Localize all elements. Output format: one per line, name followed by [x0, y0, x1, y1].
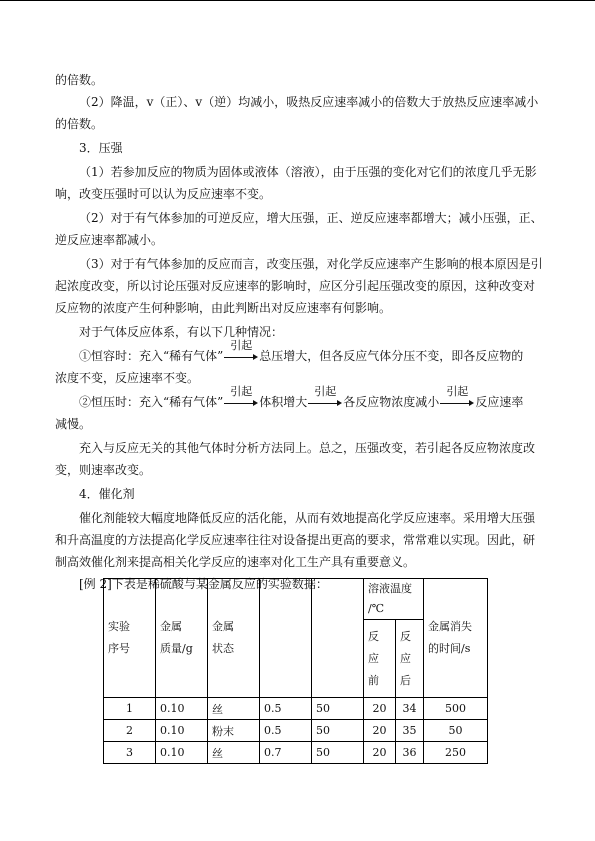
cause-arrow-icon	[224, 338, 258, 363]
cell-col4: 0.5	[260, 698, 312, 720]
cell-col5: 50	[312, 698, 364, 720]
cause-arrow-icon	[440, 384, 474, 409]
cell-col4: 0.7	[260, 742, 312, 764]
text-line: 催化剂能较大幅度地降低反应的活化能，从而有效地提高化学反应速率。采用增大压强	[79, 511, 536, 525]
header-rule	[0, 0, 595, 1]
text-line: 和升高温度的方法提高化学反应速率往往对设备提出更高的要求，常常难以实现。因此，研	[55, 533, 536, 547]
table-row	[104, 720, 488, 742]
text-line: 减慢。	[55, 417, 92, 431]
cell-after: 36	[396, 742, 424, 764]
cell-after: 34	[396, 698, 424, 720]
text-line: 的倍数。	[55, 73, 104, 87]
text-line: 反应物的浓度产生何种影响，由此判断出对反应速率有何影响。	[55, 301, 392, 315]
case2-text-c: 各反应物浓度减小	[343, 395, 440, 409]
cell-mass: 0.10	[156, 742, 208, 764]
header-before: 反 应 前	[364, 620, 396, 698]
cell-time: 50	[424, 720, 488, 742]
case1-text-b: 总压增大，但各反应气体分压不变，即各反应物的	[259, 349, 524, 363]
arrow-label: 引起	[230, 338, 253, 352]
arrow-label: 引起	[446, 384, 469, 398]
header-solution-temp: 溶液温度 /℃	[364, 579, 424, 620]
text-line: （2）对于有气体参加的可逆反应，增大压强，正、逆反应速率都增大；减小压强，正、	[79, 211, 543, 225]
text-line: （3）对于有气体参加的反应而言，改变压强，对化学反应速率产生影响的根本原因是引	[79, 257, 543, 271]
header-metal-mass: 金属 质量/g	[156, 579, 208, 698]
cell-col5: 50	[312, 742, 364, 764]
table-row	[104, 742, 488, 764]
header-disappear-time: 金属消失 的时间/s	[424, 579, 488, 698]
cell-col4: 0.5	[260, 720, 312, 742]
cell-before: 20	[364, 720, 396, 742]
text-line: 变，则速率改变。	[55, 463, 152, 477]
case2-text-a: ②恒压时：充入“稀有气体”	[79, 395, 224, 409]
text-line: （2）降温，v（正）、v（逆）均减小，吸热反应速率减小的倍数大于放热反应速率减小	[79, 95, 539, 109]
header-metal-state: 金属 状态	[208, 579, 260, 698]
cell-mass: 0.10	[156, 698, 208, 720]
cell-state: 丝	[208, 698, 260, 720]
table-row	[104, 698, 488, 720]
cell-state: 粉末	[208, 720, 260, 742]
cell-seq: 2	[104, 720, 156, 742]
arrow-label: 引起	[230, 384, 253, 398]
section-heading-pressure: 3．压强	[79, 141, 123, 155]
cell-state: 丝	[208, 742, 260, 764]
cell-time: 250	[424, 742, 488, 764]
cell-before: 20	[364, 742, 396, 764]
text-line: （1）若参加反应的物质为固体或液体（溶液），由于压强的变化对它们的浓度几乎无影	[79, 165, 537, 179]
cell-time: 500	[424, 698, 488, 720]
header-empty-2	[312, 579, 364, 698]
text-line: 逆反应速率都减小。	[55, 233, 164, 247]
cause-arrow-icon	[224, 384, 258, 409]
text-line: 制高效催化剂来提高相关化学反应的速率对化工生产具有重要意义。	[55, 555, 416, 569]
case-constant-pressure	[55, 384, 524, 412]
header-experiment-number: 实验 序号	[104, 579, 156, 698]
cause-arrow-icon	[308, 384, 342, 409]
header-after: 反 应 后	[396, 620, 424, 698]
cell-seq: 3	[104, 742, 156, 764]
text-line: 充入与反应无关的其他气体时分析方法同上。总之，压强改变，若引起各反应物浓度改	[79, 441, 536, 455]
cell-mass: 0.10	[156, 720, 208, 742]
text-line: 对于气体反应体系，有以下几种情况：	[79, 325, 284, 339]
example-title: [例 2]下表是稀硫酸与某金属反应的实验数据：	[79, 577, 328, 591]
cell-after: 35	[396, 720, 424, 742]
cell-before: 20	[364, 698, 396, 720]
text-line: 的倍数。	[55, 117, 104, 131]
header-empty-1	[260, 579, 312, 698]
case2-text-d: 反应速率	[475, 395, 524, 409]
case1-text-a: ①恒容时：充入“稀有气体”	[79, 349, 224, 363]
text-line: 起浓度改变，所以讨论压强对反应速率的影响时，应区分引起压强改变的原因，这种改变对	[55, 279, 536, 293]
text-line: 响，改变压强时可以认为反应速率不变。	[55, 187, 272, 201]
case-constant-volume	[55, 338, 524, 366]
text-line: 浓度不变，反应速率不变。	[55, 371, 200, 385]
arrow-label: 引起	[314, 384, 337, 398]
experiment-data-table	[103, 578, 488, 764]
case2-text-b: 体积增大	[259, 395, 308, 409]
section-heading-catalyst: 4．催化剂	[79, 487, 135, 501]
cell-seq: 1	[104, 698, 156, 720]
cell-col5: 50	[312, 720, 364, 742]
